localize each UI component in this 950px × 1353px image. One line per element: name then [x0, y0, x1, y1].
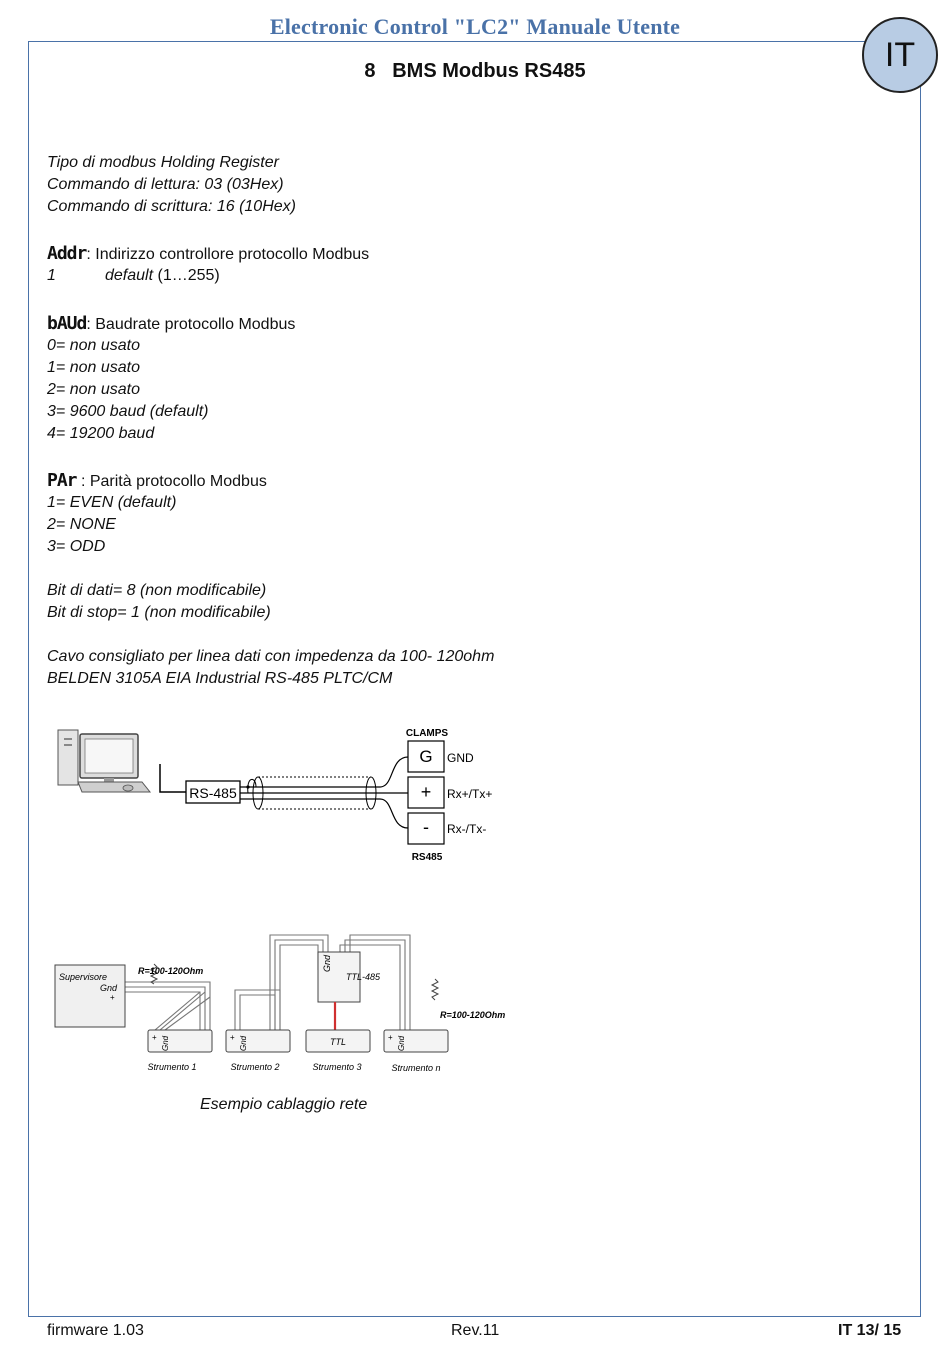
strumento1-gnd: Gnd — [161, 1035, 170, 1051]
strumento-n-box — [384, 1030, 448, 1052]
supervisor-plus: + — [110, 993, 115, 1002]
strumento1-box — [148, 1030, 212, 1052]
option-item: 2= non usato — [47, 381, 140, 398]
option-item: 1= EVEN (default) — [47, 494, 177, 511]
strumento-n-gnd: Gnd — [397, 1035, 406, 1051]
strumento1-label: Strumento 1 — [147, 1062, 197, 1072]
param-description: : Indirizzo controllore protocollo Modbus — [86, 246, 370, 263]
footer-revision: Rev.11 — [451, 1322, 500, 1339]
param-code: bAUd — [47, 313, 87, 334]
strumento2-box — [226, 1030, 290, 1052]
diagram-caption: Esempio cablaggio rete — [200, 1096, 368, 1113]
footer-page-number: IT 13/ 15 — [838, 1322, 902, 1339]
option-item: 0= non usato — [47, 337, 140, 354]
ttl-label: TTL — [329, 1037, 347, 1047]
rs485-wiring-diagram — [50, 720, 510, 870]
intro-line: Commando di scrittura: 16 (10Hex) — [47, 198, 296, 215]
clamp-minus-label: - — [423, 817, 429, 837]
wire-gnd — [380, 757, 408, 787]
param-code: PAr — [47, 470, 77, 491]
param-default: default (1…255) — [105, 267, 220, 284]
clamp-plus-label: + — [420, 782, 432, 802]
param-description: : Parità protocollo Modbus — [76, 473, 267, 490]
param-par — [47, 470, 267, 493]
footer-firmware: firmware 1.03 — [47, 1322, 144, 1339]
option-item: 1= non usato — [47, 359, 140, 376]
param-baud — [47, 313, 295, 336]
option-item: 4= 19200 baud — [47, 425, 155, 442]
clamps-title: CLAMPS — [405, 728, 449, 739]
stop-bits-line: Bit di stop= 1 (non modificabile) — [47, 604, 271, 621]
ttl485-label: TTL-485 — [346, 972, 381, 982]
strumento2-label: Strumento 2 — [230, 1062, 280, 1072]
intro-line: Tipo di modbus Holding Register — [47, 154, 279, 171]
strumento1-plus: + — [152, 1033, 157, 1042]
computer-icon — [58, 730, 150, 792]
strumento-n-plus: + — [388, 1033, 393, 1042]
rs485-bottom-label: RS485 — [411, 852, 443, 863]
param-description: : Baudrate protocollo Modbus — [86, 316, 296, 333]
section-heading — [0, 60, 950, 83]
option-item: 3= 9600 baud (default) — [47, 403, 209, 420]
option-item: 3= ODD — [47, 538, 106, 555]
rx-minus-label: Rx-/Tx- — [447, 822, 487, 836]
shielded-cable — [240, 777, 380, 809]
intro-line: Commando di lettura: 03 (03Hex) — [47, 176, 284, 193]
option-item: 2= NONE — [47, 516, 116, 533]
param-addr — [47, 243, 369, 266]
gnd-label: GND — [447, 751, 474, 765]
strumento2-plus: + — [230, 1033, 235, 1042]
language-badge: IT — [862, 17, 938, 93]
param-value: 1 — [47, 267, 56, 284]
section-number: 8 — [364, 60, 376, 82]
section-title: BMS Modbus RS485 — [392, 60, 586, 82]
strumento2-gnd: Gnd — [239, 1035, 248, 1051]
network-wiring-diagram — [50, 930, 515, 1078]
rs485-box-label: RS-485 — [189, 785, 237, 801]
bus-wires — [110, 935, 410, 1030]
cable-line: BELDEN 3105A EIA Industrial RS-485 PLTC/CM — [47, 670, 393, 687]
document-title: Electronic Control "LC2" Manuale Utente — [269, 14, 681, 39]
data-bits-line: Bit di dati= 8 (non modificabile) — [47, 582, 267, 599]
resistor2-label: R=100-120Ohm — [440, 1010, 506, 1020]
wire-minus — [380, 799, 408, 828]
pc-cable — [160, 764, 186, 792]
resistor2-icon — [432, 979, 438, 1000]
rx-plus-label: Rx+/Tx+ — [447, 787, 493, 801]
cable-line: Cavo consigliato per linea dati con impedenza da 100- 120ohm — [47, 648, 495, 665]
supervisor-gnd-label: Gnd — [100, 983, 118, 993]
supervisor-label: Supervisore — [59, 972, 108, 982]
strumento-n-label: Strumento n — [391, 1063, 441, 1073]
ttl485-gnd-label: Gnd — [322, 954, 332, 972]
param-code: Addr — [47, 243, 87, 264]
resistor1-label: R=100-120Ohm — [138, 966, 204, 976]
strumento3-label: Strumento 3 — [312, 1062, 362, 1072]
clamp-g-label: G — [419, 747, 433, 766]
